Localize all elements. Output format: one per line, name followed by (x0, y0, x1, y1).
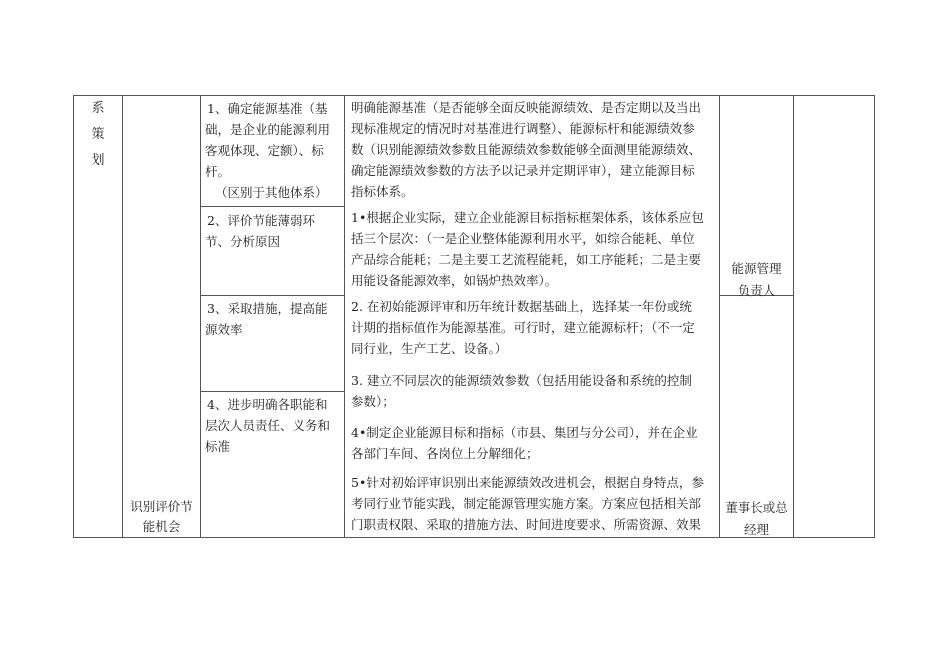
category-line-2: 能机会 (142, 519, 181, 534)
step-4-line-3: 标准 (205, 439, 231, 454)
intro-line-2: 现标准规定的情况时对基准进行调整）、能源标杆和能源绩效参 (351, 121, 695, 136)
item2-line-1: 2. 在初始能源评审和历年统计数据基础上，选择某一年份或统 (351, 299, 692, 314)
table-top-border (73, 95, 875, 96)
step-row-divider-3 (200, 391, 344, 392)
item5-line-2: 考同行业节能实践，制定能源管理实施方案。方案应包括相关部 (351, 496, 702, 511)
responsible-2-line-1: 董事长或总 (725, 500, 788, 515)
col-divider-4 (719, 95, 720, 538)
step-4-line-1: 4、进步明确各职能和 (207, 397, 328, 412)
step-1 (205, 98, 343, 203)
item1-line-2: 括三个层次：（一是企业整体能源利用水平，如综合能耗、单位 (351, 231, 695, 246)
step-2 (205, 210, 343, 252)
col-divider-1 (122, 95, 123, 538)
responsible-1-line-1: 能源管理 (731, 261, 782, 276)
step-row-divider-1 (200, 206, 344, 207)
col-divider-3 (344, 95, 345, 538)
phase-char-3: 划 (91, 153, 105, 168)
item1-line-1: 1•根据企业实际，建立企业能源目标指标框架体系，该体系应包 (351, 210, 704, 225)
item4-line-2: 各部门车间、各岗位上分解细化； (351, 446, 539, 461)
intro-line-4: 确定能源绩效参数的方法予以记录并定期评审），建立能源目标 (351, 163, 695, 178)
intro-line-1: 明确能源基准（是否能够全面反映能源绩效、是否定期以及当出 (351, 100, 702, 115)
col-divider-5 (793, 95, 794, 538)
responsible-chairman (720, 497, 793, 541)
step-3 (205, 298, 343, 340)
responsible-2-line-2: 经理 (743, 522, 769, 537)
item5-line-1: 5•针对初始评审识别出来能源绩效改进机会，根据自身特点，参 (351, 475, 704, 490)
step-4-line-2: 层次人员责任、义务和 (205, 418, 331, 433)
category-label (123, 497, 200, 537)
step-2-line-2: 节、分析原因 (205, 234, 281, 249)
phase-label (88, 96, 108, 174)
step-1-line-5: （区别于其他体系） (215, 185, 328, 200)
intro-line-5: 指标体系。 (351, 184, 414, 199)
responsible-1-line-2: 负责人 (737, 283, 776, 298)
table-right-border (874, 95, 875, 538)
content-item-2 (351, 296, 719, 359)
step-4 (205, 394, 343, 457)
step-1-line-3: 客观体现、定额）、标 (205, 143, 324, 158)
content-intro (351, 97, 719, 202)
item3-line-1: 3. 建立不同层次的能源绩效参数（包括用能设备和系统的控制 (351, 373, 692, 388)
item4-line-1: 4•制定企业能源目标和指标（市县、集团与分公司），并在企业 (351, 425, 698, 440)
table-left-border (73, 95, 74, 538)
item2-line-3: 同行业，生产工艺、设备。） (351, 341, 508, 356)
step-3-line-2: 源效率 (205, 322, 243, 337)
category-line-1: 识别评价节 (130, 499, 193, 514)
step-row-divider-2 (200, 295, 344, 296)
step-2-line-1: 2、评价节能薄弱环 (207, 213, 315, 228)
phase-char-1: 系 (91, 101, 105, 116)
phase-char-2: 策 (91, 127, 105, 142)
col-divider-2 (200, 95, 201, 538)
item2-line-2: 计期的指标值作为能源基准。可行时，建立能源标杆；（不一定 (351, 320, 695, 335)
content-item-3 (351, 370, 719, 412)
step-1-line-1: 1、确定能源基准（基 (207, 101, 328, 116)
content-item-1 (351, 207, 719, 291)
step-3-line-1: 3、采取措施，提高能 (207, 301, 328, 316)
item5-line-3: 门职责权限、采取的措施方法、时间进度要求、所需资源、效果 (351, 517, 702, 532)
content-item-4 (351, 422, 719, 464)
item3-line-2: 参数）； (351, 394, 395, 409)
intro-line-3: 数（识别能源绩效参数且能源绩效参数能够全面测里能源绩效、 (351, 142, 702, 157)
responsible-energy-manager (720, 258, 793, 302)
content-item-5 (351, 472, 719, 535)
step-1-line-4: 杆。 (205, 164, 231, 179)
item1-line-3: 产品综合能耗；二是主要工艺流程能耗，如工序能耗；二是主要 (351, 252, 702, 267)
item1-line-4: 用能设备能源效率，如锅炉热效率）。 (351, 273, 558, 288)
step-1-line-2: 础，是企业的能源利用 (205, 122, 331, 137)
